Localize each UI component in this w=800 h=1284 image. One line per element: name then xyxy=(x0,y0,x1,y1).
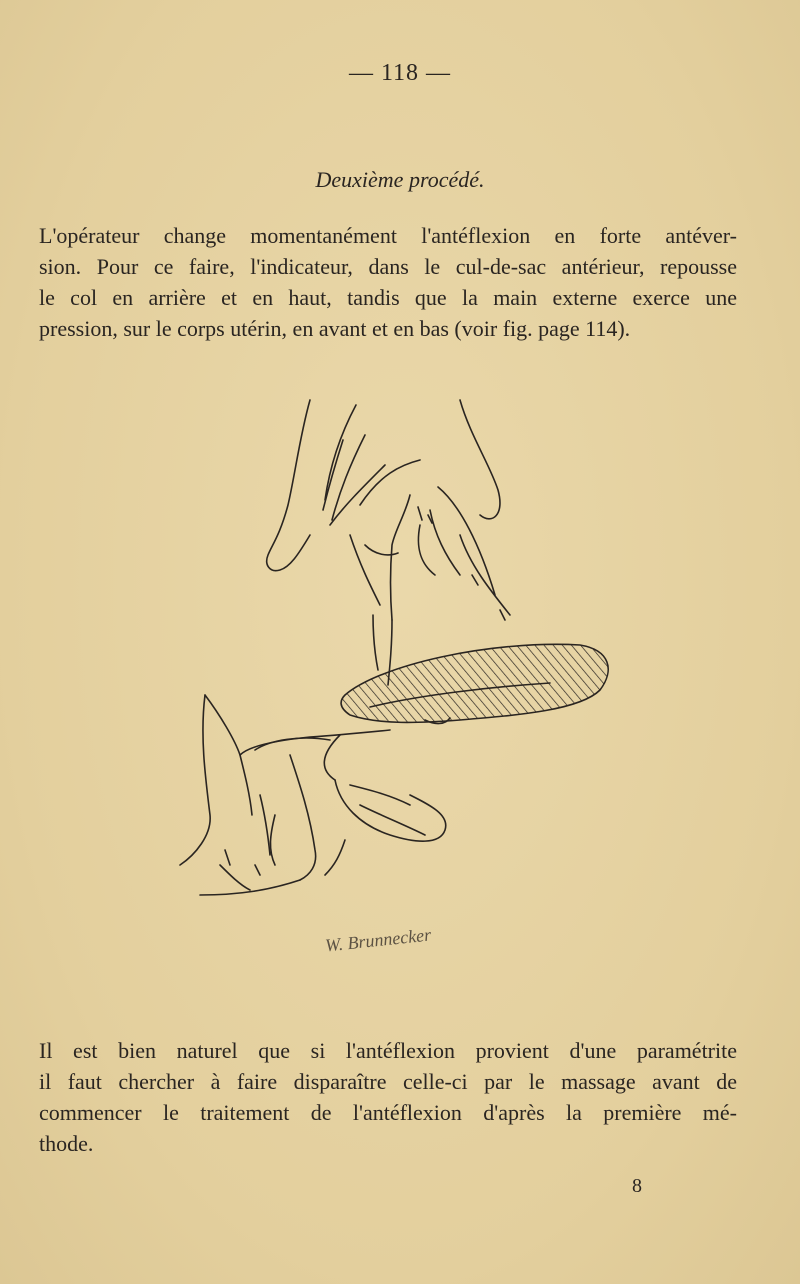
upper-hand-drawing xyxy=(267,400,510,685)
illustration-hands-uterus xyxy=(160,395,640,965)
paragraph-2 xyxy=(39,1035,737,1159)
paragraph-line: le col en arrière et en haut, tandis que la main externe exerce une xyxy=(39,285,737,310)
uterus-drawing xyxy=(341,644,608,723)
illustrator-signature: W. Brunnecker xyxy=(324,924,433,956)
paragraph-line: commencer le traitement de l'antéflexion d'après la première mé- xyxy=(39,1100,737,1125)
paragraph-line: Il est bien naturel que si l'antéflexion provient d'une paramétrite xyxy=(39,1038,737,1063)
paragraph-line: il faut chercher à faire disparaître celle-ci par le massage avant de xyxy=(39,1069,737,1094)
paragraph-line: thode. xyxy=(39,1131,94,1156)
paragraph-1 xyxy=(39,220,737,344)
lower-hand-drawing xyxy=(180,695,446,895)
section-title: Deuxième procédé. xyxy=(315,167,485,192)
signature-mark: 8 xyxy=(632,1175,642,1197)
paragraph-line: pression, sur le corps utérin, en avant et en bas (voir fig. page 114). xyxy=(39,316,631,341)
page-number: — 118 — xyxy=(348,60,452,86)
paragraph-line: L'opérateur change momentanément l'antéflexion en forte antéver- xyxy=(39,223,737,248)
paragraph-line: sion. Pour ce faire, l'indicateur, dans le cul-de-sac antérieur, repousse xyxy=(39,254,737,279)
